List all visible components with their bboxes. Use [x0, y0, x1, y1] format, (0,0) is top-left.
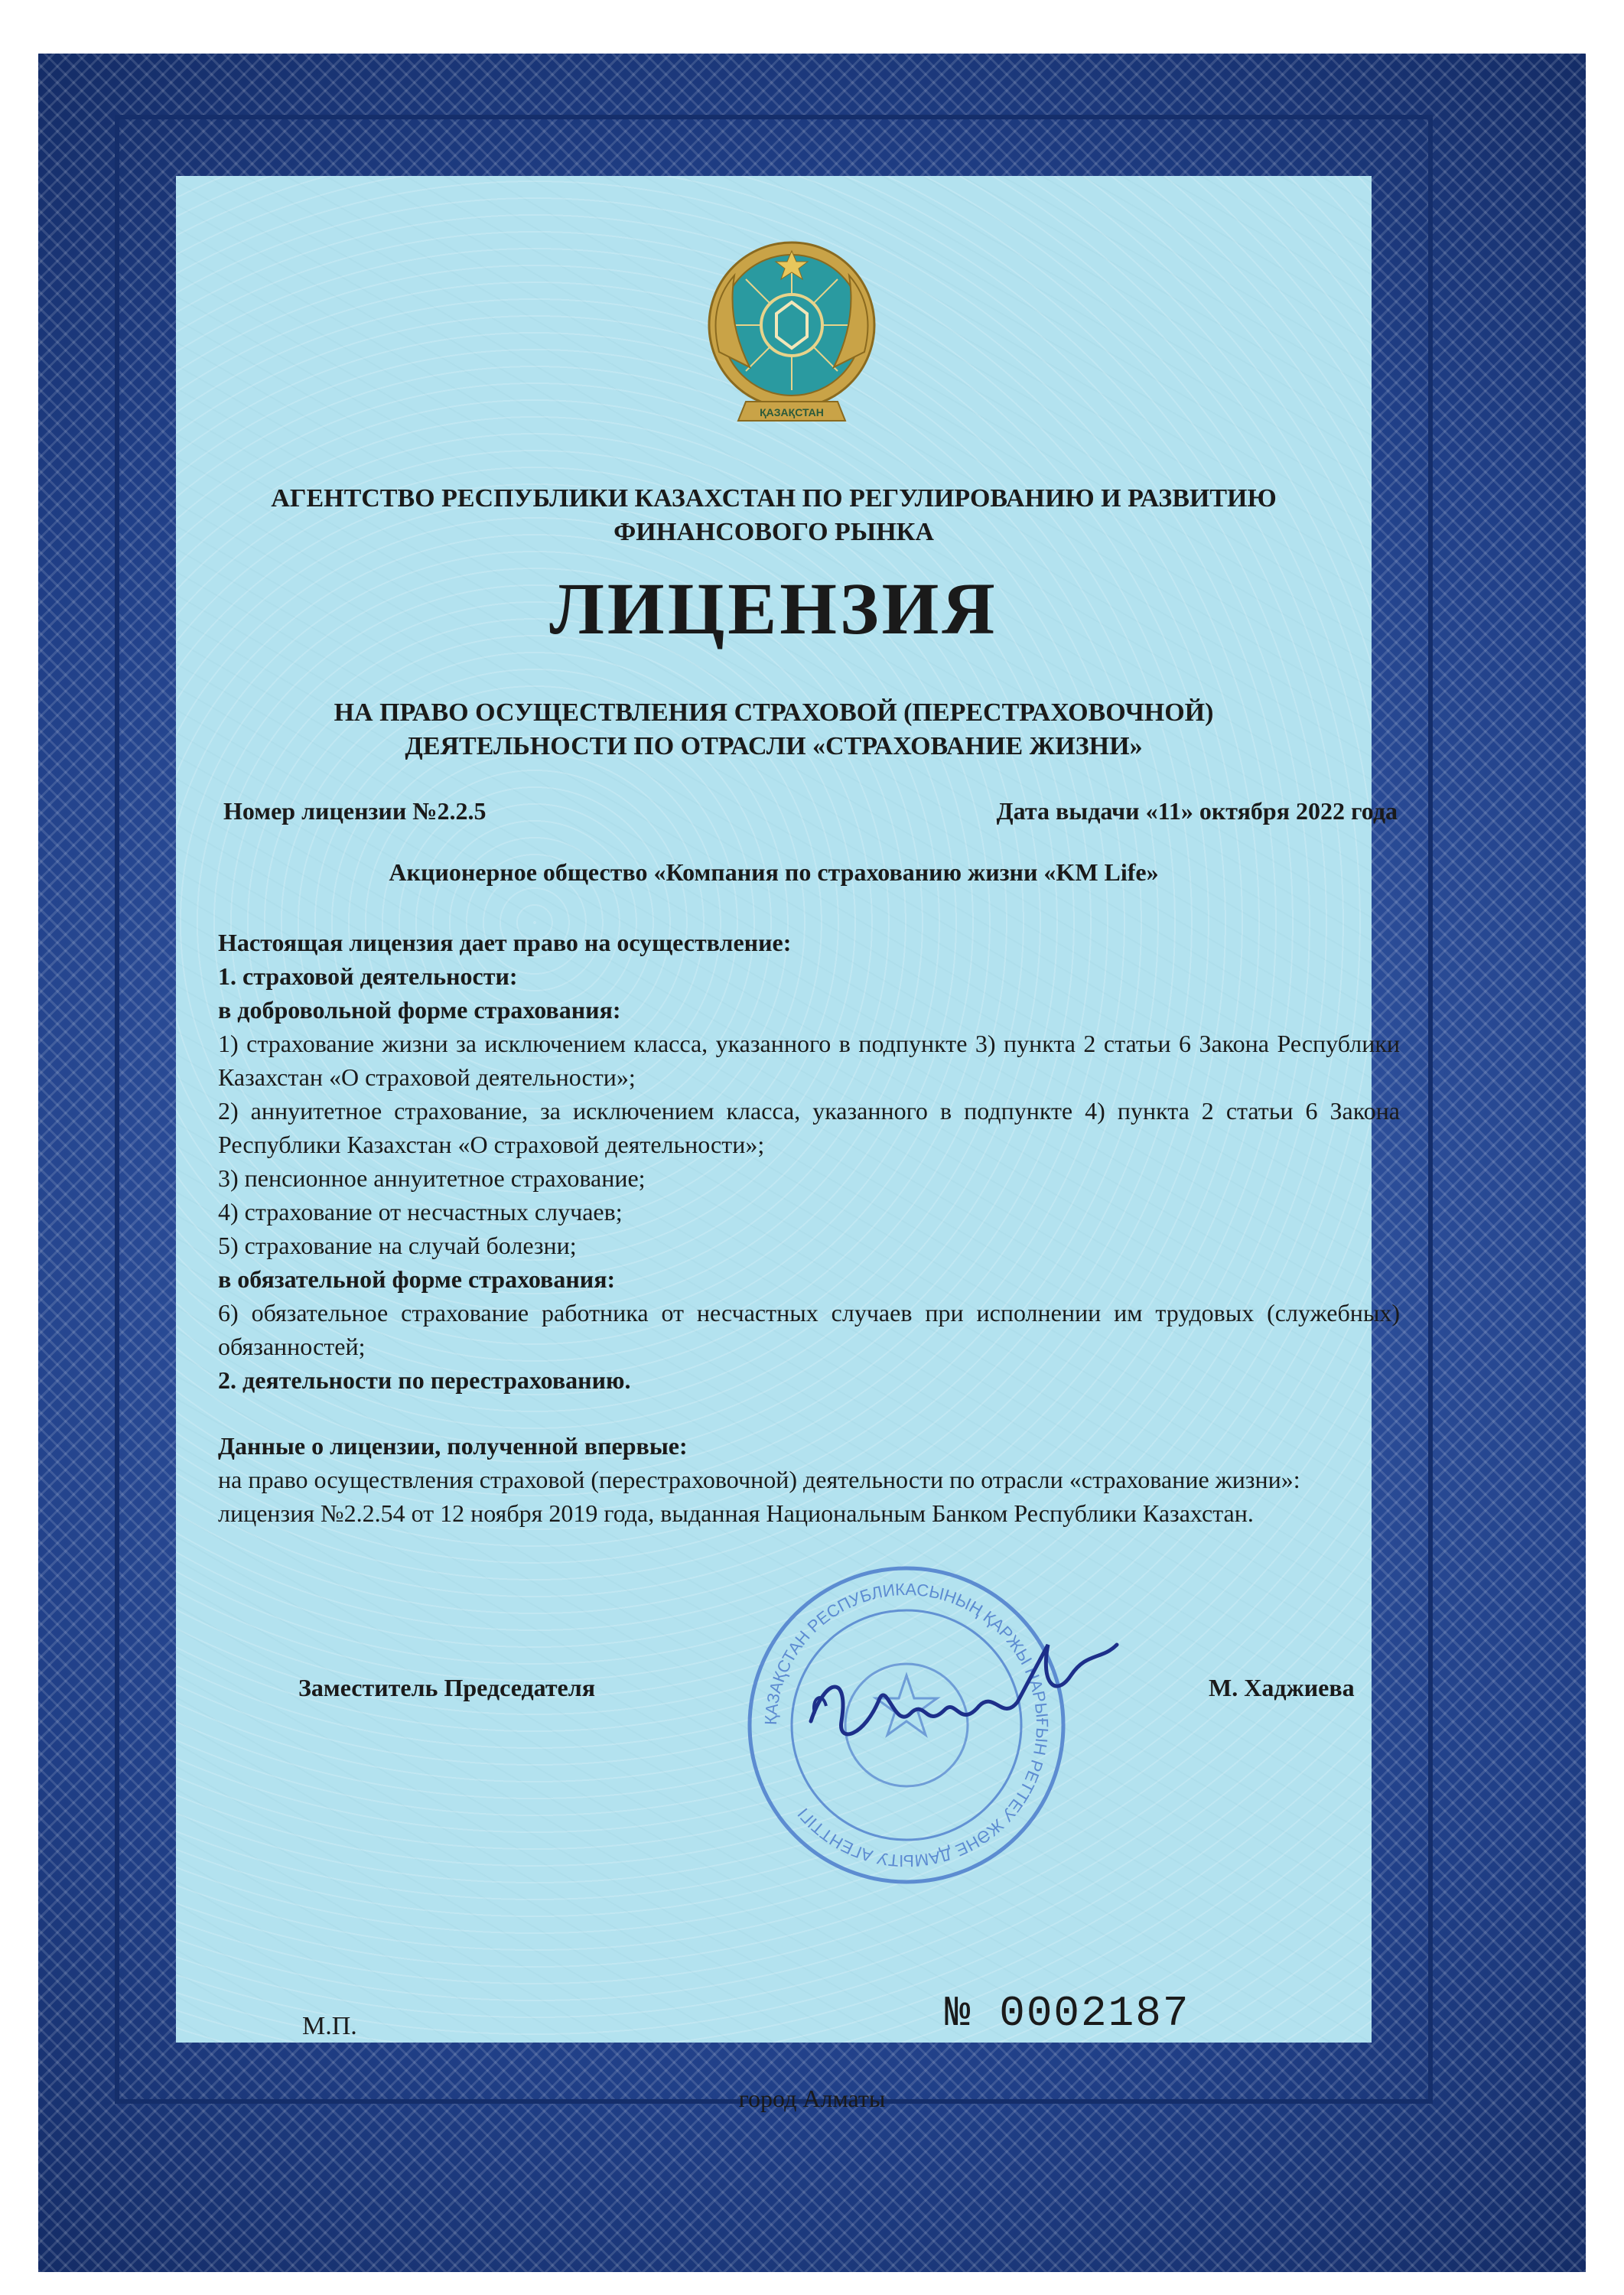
stamp-text: ҚАЗАҚСТАН РЕСПУБЛИКАСЫНЫҢ ҚАРЖЫ НАРЫҒЫН РЕТТЕУ ЖӘНЕ ДАМЫТУ АГЕНТТІГІ — [760, 1579, 1053, 1871]
emblem-text: ҚАЗАҚСТАН — [760, 406, 824, 418]
section-reinsurance: 2. деятельности по перестрахованию. — [218, 1366, 631, 1394]
prior-license-text: на право осуществления страховой (перестраховочной) деятельности по отрасли «страхование жизни»: — [218, 1466, 1300, 1493]
list-item: 4) страхование от несчастных случаев; — [218, 1198, 623, 1226]
signature-icon — [796, 1629, 1132, 1760]
list-item: 5) страхование на случай болезни; — [218, 1232, 577, 1259]
issue-date: Дата выдачи «11» октября 2022 года — [996, 797, 1398, 825]
prior-license-details: лицензия №2.2.54 от 12 ноября 2019 года, выданная Национальным Банком Республики Казахстан. — [218, 1499, 1254, 1527]
list-item: 2) аннуитетное страхование, за исключением класса, указанного в подпункте 4) пункта 2 статьи 6 Закона Республики Казахстан «О страховой деятельности»; — [218, 1097, 1400, 1158]
subtitle-line-1: НА ПРАВО ОСУЩЕСТВЛЕНИЯ СТРАХОВОЙ (ПЕРЕСТРАХОВОЧНОЙ) — [334, 698, 1214, 727]
state-emblem-icon — [704, 237, 880, 444]
company-name: Акционерное общество «Компания по страхованию жизни «KM Life» — [389, 858, 1159, 886]
issue-city: город Алматы — [738, 2085, 886, 2112]
serial-number: № 0002187 — [945, 1989, 1190, 2038]
subtitle-line-2: ДЕЯТЕЛЬНОСТИ ПО ОТРАСЛИ «СТРАХОВАНИЕ ЖИЗНИ» — [405, 732, 1143, 760]
voluntary-heading: в добровольной форме страхования: — [218, 996, 621, 1024]
license-number: Номер лицензии №2.2.5 — [223, 797, 487, 825]
mandatory-heading: в обязательной форме страхования: — [218, 1265, 616, 1293]
document-title: ЛИЦЕНЗИЯ — [549, 568, 998, 649]
list-item: 1) страхование жизни за исключением класса, указанного в подпункте 3) пункта 2 статьи 6 Закона Республики Казахстан «О страховой деятельности»; — [218, 1030, 1400, 1091]
section-insurance: 1. страховой деятельности: — [218, 962, 518, 990]
seal-place-label: М.П. — [302, 2012, 357, 2040]
signatory-position: Заместитель Председателя — [298, 1674, 596, 1701]
prior-license-heading: Данные о лицензии, полученной впервые: — [218, 1432, 688, 1460]
signatory-name: М. Хаджиева — [1209, 1674, 1355, 1701]
agency-name — [176, 482, 1372, 549]
list-item: 3) пенсионное аннуитетное страхование; — [218, 1164, 646, 1192]
list-item: 6) обязательное страхование работника от несчастных случаев при исполнении им трудовых (служебных) обязанностей; — [218, 1299, 1400, 1360]
license-body — [218, 926, 1400, 1530]
agency-line-2: ФИНАНСОВОГО РЫНКА — [613, 518, 934, 546]
document-subtitle — [176, 696, 1372, 763]
intro-text: Настоящая лицензия дает право на осуществление: — [218, 929, 792, 956]
agency-line-1: АГЕНТСТВО РЕСПУБЛИКИ КАЗАХСТАН ПО РЕГУЛИРОВАНИЮ И РАЗВИТИЮ — [271, 484, 1277, 513]
